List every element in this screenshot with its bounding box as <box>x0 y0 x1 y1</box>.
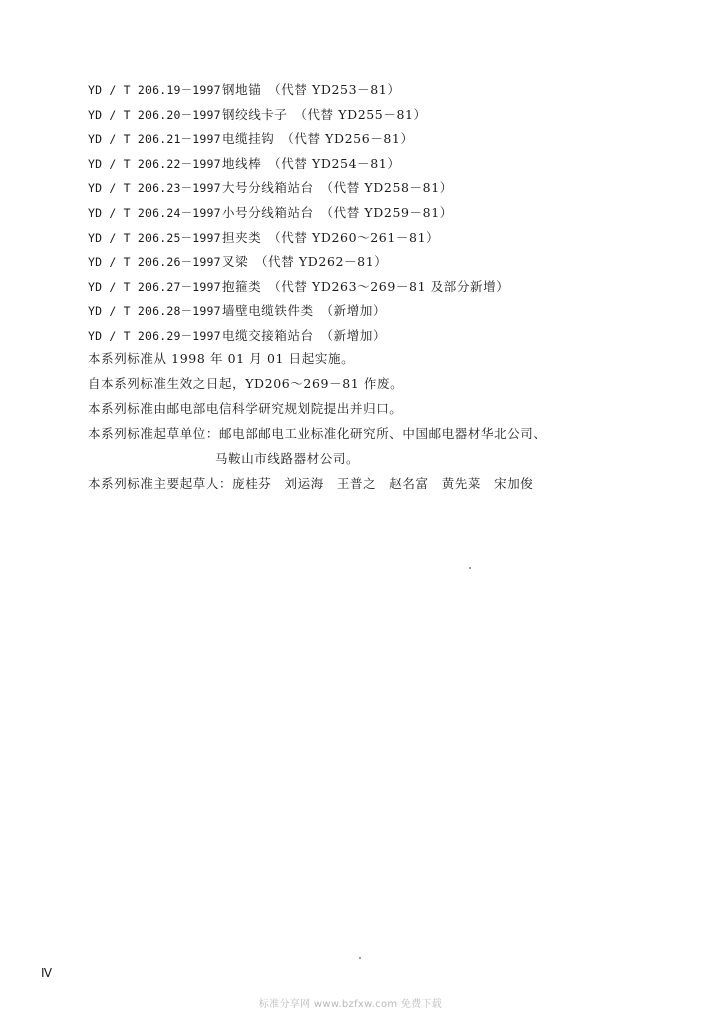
standard-description: 叉梁 （代替 YD262－81） <box>222 254 388 270</box>
standard-description: 担夹类 （代替 YD260～261－81） <box>222 229 440 245</box>
standard-row <box>88 152 648 177</box>
standard-description: 地线棒 （代替 YD254－81） <box>222 155 401 171</box>
standards-list <box>88 78 648 349</box>
standard-row <box>88 127 648 152</box>
drafters-note: 本系列标准主要起草人：庞桂芬 刘运海 王普之 赵名富 黄先菜 宋加俊 <box>88 476 534 491</box>
effective-date-note: 本系列标准从 1998 年 01 月 01 日起实施。 <box>88 351 355 366</box>
standard-code: YD / T 206.24－1997 <box>88 205 221 220</box>
standard-code: YD / T 206.28－1997 <box>88 304 221 319</box>
watermark-footer: 标准分享网 www.bzfxw.com 免费下载 <box>258 999 443 1010</box>
drafting-units-continuation: 马鞍山市线路器材公司。 <box>215 451 360 466</box>
standard-code: YD / T 206.22－1997 <box>88 156 221 171</box>
standard-code: YD / T 206.25－1997 <box>88 230 221 245</box>
standard-code: YD / T 206.19－1997 <box>88 83 221 97</box>
standard-code: YD / T 206.26－1997 <box>88 255 221 270</box>
standard-row <box>88 103 648 128</box>
standard-description: 电缆挂钩 （代替 YD256－81） <box>222 131 414 147</box>
standard-row <box>88 275 648 300</box>
standard-description: 电缆交接箱站台 （新增加） <box>222 327 387 343</box>
page-number: Ⅳ <box>41 966 53 980</box>
standard-description: 钢绞线卡子 （代替 YD255－81） <box>222 106 427 122</box>
standard-description: 墙壁电缆铁件类 （新增加） <box>222 303 387 319</box>
standard-row <box>88 201 648 226</box>
standard-description: 钢地锚 （代替 YD253－81） <box>222 82 401 97</box>
standard-row <box>88 299 648 324</box>
abolish-note: 自本系列标准生效之日起，YD206～269－81 作废。 <box>88 376 404 391</box>
standard-code: YD / T 206.27－1997 <box>88 279 221 294</box>
standard-description: 小号分线箱站台 （代替 YD259－81） <box>222 204 453 220</box>
standard-description: 抱箍类 （代替 YD263～269－81 及部分新增） <box>222 278 510 294</box>
standard-code: YD / T 206.21－1997 <box>88 132 221 147</box>
standard-code: YD / T 206.23－1997 <box>88 181 221 196</box>
scan-speck <box>469 567 471 569</box>
standard-code: YD / T 206.20－1997 <box>88 107 221 122</box>
standard-code: YD / T 206.29－1997 <box>88 328 221 343</box>
standard-description: 大号分线箱站台 （代替 YD258－81） <box>222 180 453 196</box>
standard-row <box>88 226 648 251</box>
notes-section <box>88 346 648 496</box>
drafting-units-note: 本系列标准起草单位：邮电部邮电工业标准化研究所、中国邮电器材华北公司、 <box>88 426 547 441</box>
standard-row <box>88 324 648 349</box>
scan-speck <box>359 957 361 959</box>
standard-row <box>88 176 648 201</box>
proposer-note: 本系列标准由邮电部电信科学研究规划院提出并归口。 <box>88 401 403 416</box>
standard-row <box>88 78 648 103</box>
standard-row <box>88 250 648 275</box>
